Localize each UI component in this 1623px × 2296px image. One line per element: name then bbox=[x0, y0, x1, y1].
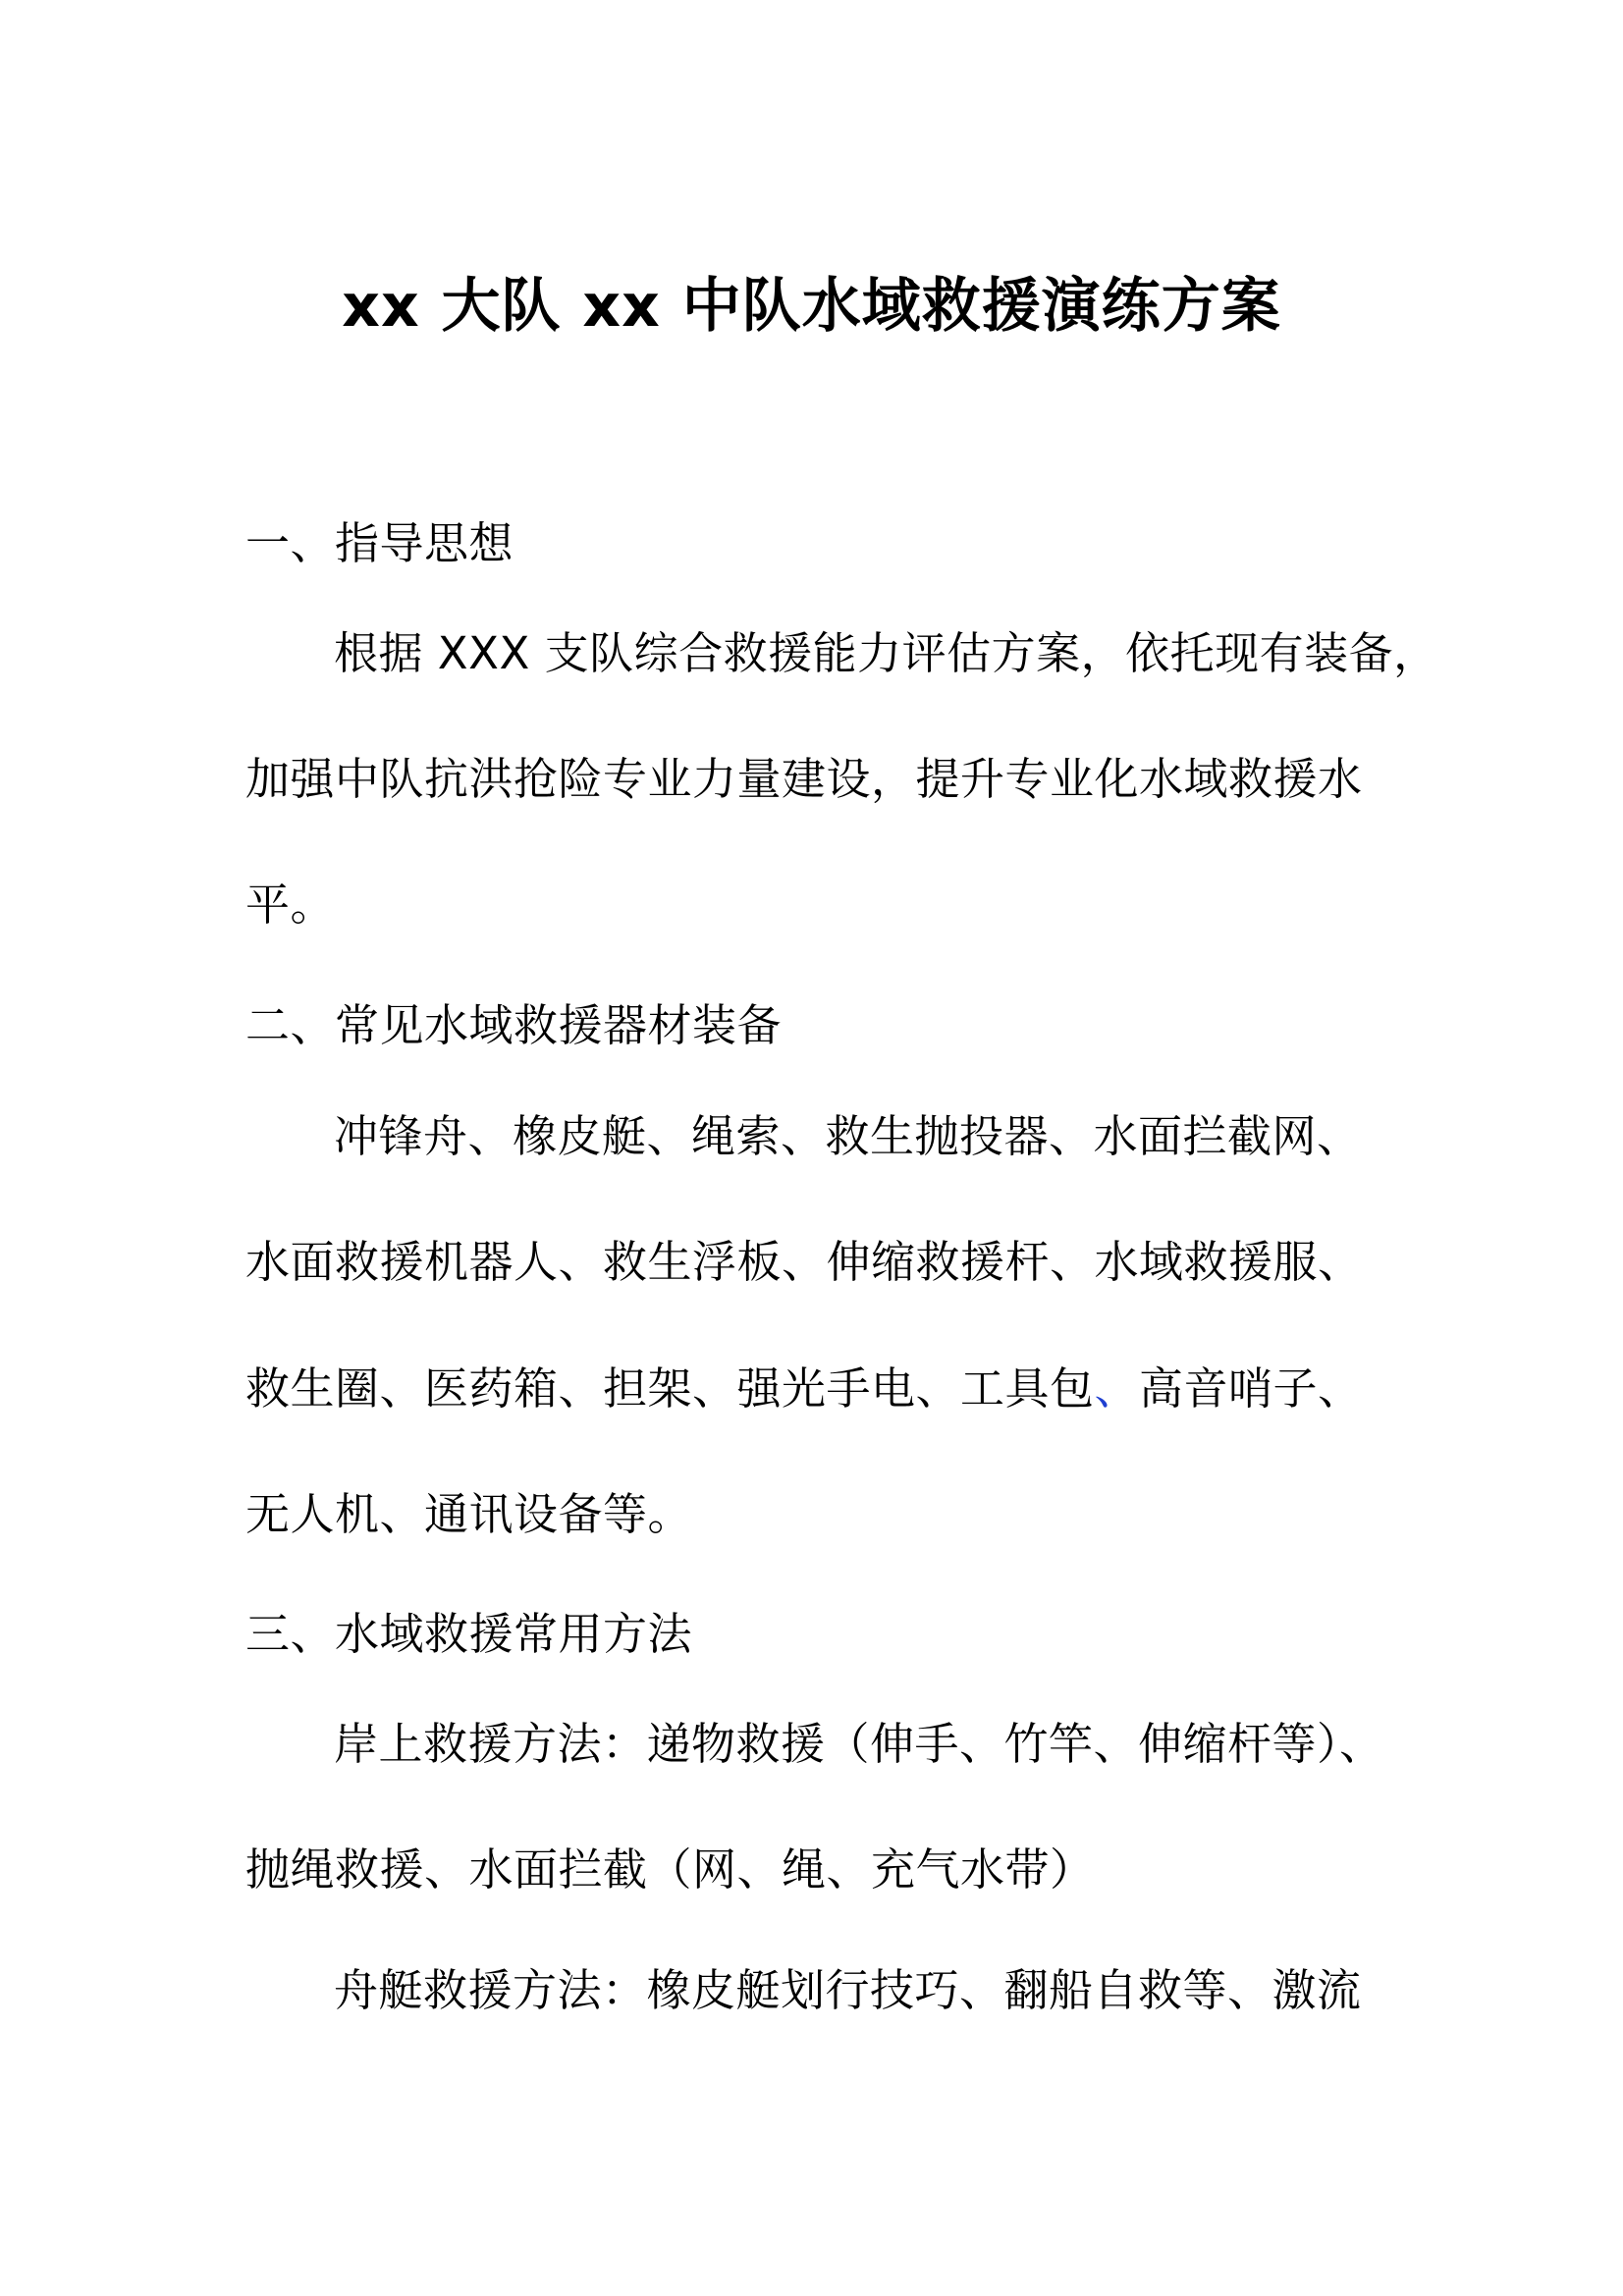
paragraph-line: 加强中队抗洪抢险专业力量建设，提升专业化水域救援水 bbox=[245, 753, 1363, 805]
section-heading-methods: 三、水域救援常用方法 bbox=[245, 1608, 693, 1660]
paragraph-segment: 救生圈、医药箱、担架、强光手电、工具包 bbox=[245, 1362, 1095, 1415]
paragraph-segment: 高音哨子、 bbox=[1139, 1362, 1363, 1415]
section-heading-guiding-ideology: 一、指导思想 bbox=[245, 517, 514, 569]
paragraph-line: 平。 bbox=[245, 879, 336, 931]
section-heading-equipment: 二、常见水域救援器材装备 bbox=[245, 999, 783, 1051]
paragraph-line: 舟艇救援方法：橡皮艇划行技巧、翻船自救等、激流 bbox=[334, 1964, 1362, 2016]
paragraph-line: 岸上救援方法：递物救援（伸手、竹竿、伸缩杆等）、 bbox=[334, 1718, 1384, 1770]
paragraph-line: 水面救援机器人、救生浮板、伸缩救援杆、水域救援服、 bbox=[245, 1236, 1363, 1288]
paragraph-line: 根据 XXX 支队综合救援能力评估方案，依托现有装备， bbox=[334, 627, 1438, 679]
paragraph-line: 冲锋舟、橡皮艇、绳索、救生抛投器、水面拦截网、 bbox=[334, 1110, 1362, 1162]
document-title: xx 大队 xx 中队水域救援演练方案 bbox=[342, 272, 1281, 341]
blue-separator: 、 bbox=[1094, 1362, 1140, 1415]
paragraph-line-mixed bbox=[245, 1358, 1363, 1420]
paragraph-line: 无人机、通讯设备等。 bbox=[245, 1488, 693, 1540]
paragraph-line: 抛绳救援、水面拦截（网、绳、充气水带） bbox=[245, 1843, 1095, 1896]
